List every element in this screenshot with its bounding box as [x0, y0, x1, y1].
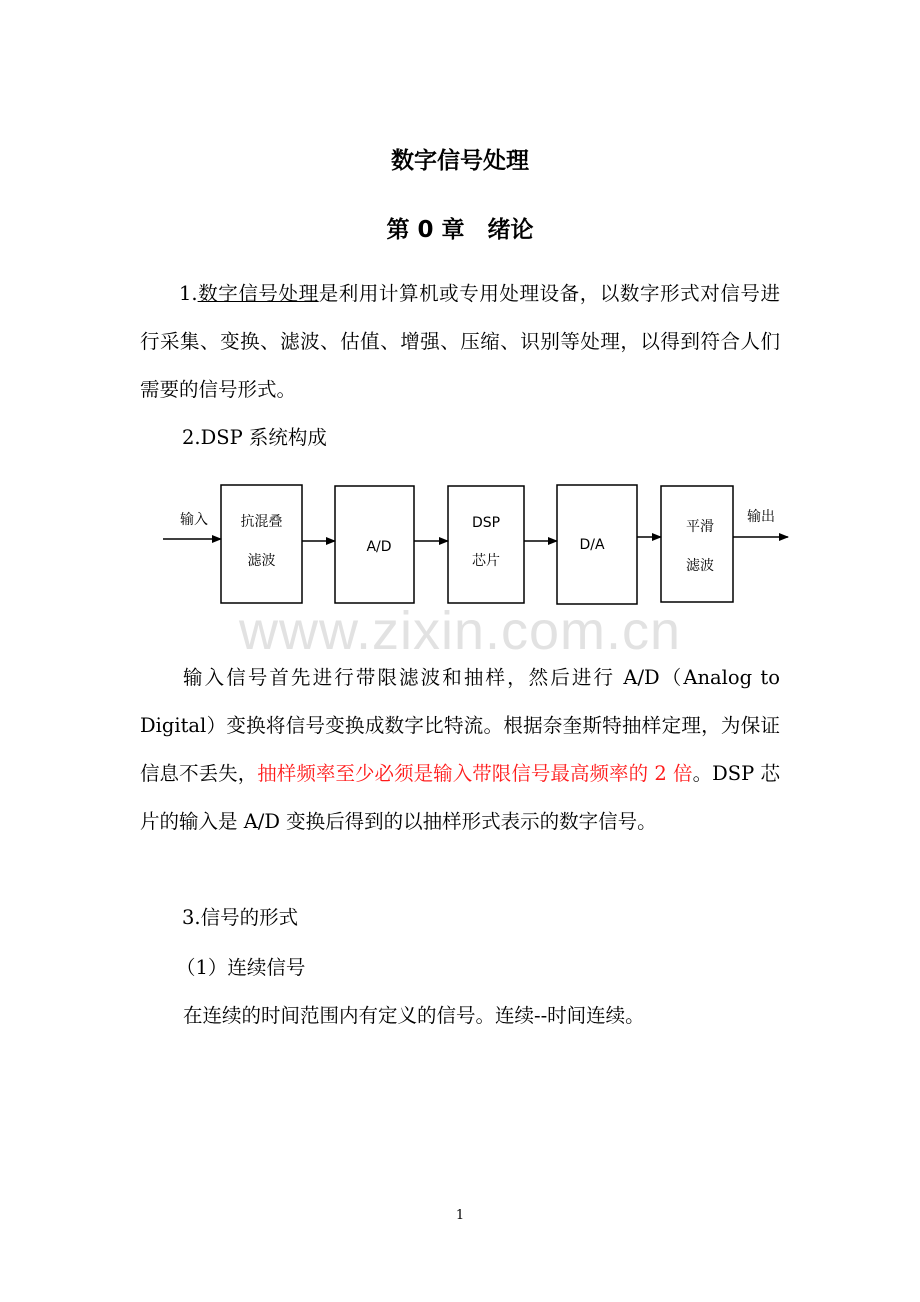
block-smoothing-filter-label-2: 滤波 — [686, 558, 714, 574]
continuous-signal-definition: 在连续的时间范围内有定义的信号。连续--时间连续。 — [183, 1004, 645, 1027]
block-dsp-chip-label-2: 芯片 — [472, 553, 500, 569]
chapter-title: 第 0 章 绪论 — [386, 217, 534, 243]
document-title: 数字信号处理 — [391, 148, 529, 174]
paragraph-1-text: 是利用计算机或专用处理设备，以数字形式对信号进行采集、变换、滤波、估值、增强、压缩、识别等处理，以得到符合人们需要的信号形式。 — [140, 282, 780, 401]
input-label: 输入 — [180, 512, 208, 528]
paragraph-1 — [140, 270, 780, 414]
block-dsp-chip — [448, 486, 524, 603]
dsp-term: 数字信号处理 — [197, 282, 319, 305]
dsp-system-diagram — [0, 470, 920, 620]
subsection-continuous-signal: （1）连续信号 — [176, 956, 306, 979]
block-anti-alias-filter-label-2: 滤波 — [247, 553, 276, 569]
block-anti-alias-filter — [221, 485, 302, 603]
page-number: 1 — [455, 1208, 465, 1223]
paragraph-2 — [140, 654, 780, 846]
paragraph-1-lead: 1. — [179, 282, 198, 305]
paragraph-2-text-b: 。DSP 芯片的输入是 A/D 变换后得到的以抽样形式表示的数字信号。 — [140, 762, 780, 833]
block-ad-label: A/D — [366, 539, 392, 555]
section-2-heading: 2.DSP 系统构成 — [182, 426, 327, 449]
block-dsp-chip-label-1: DSP — [471, 515, 501, 531]
block-da-label: D/A — [579, 537, 605, 553]
block-smoothing-filter — [661, 486, 733, 602]
block-anti-alias-filter-label-1: 抗混叠 — [240, 514, 283, 530]
output-label: 输出 — [747, 509, 775, 525]
watermark: www.zixin.com.cn — [238, 601, 682, 661]
paragraph-2-text-a: 输入信号首先进行带限滤波和抽样，然后进行 A/D（Analog to Digital）变换将信号变换成数字比特流。根据奈奎斯特抽样定理，为保证信息不丢失， — [140, 666, 780, 785]
block-smoothing-filter-label-1: 平滑 — [686, 519, 714, 535]
section-3-heading: 3.信号的形式 — [182, 906, 299, 929]
nyquist-highlight: 抽样频率至少必须是输入带限信号最高频率的 2 倍 — [257, 762, 693, 785]
